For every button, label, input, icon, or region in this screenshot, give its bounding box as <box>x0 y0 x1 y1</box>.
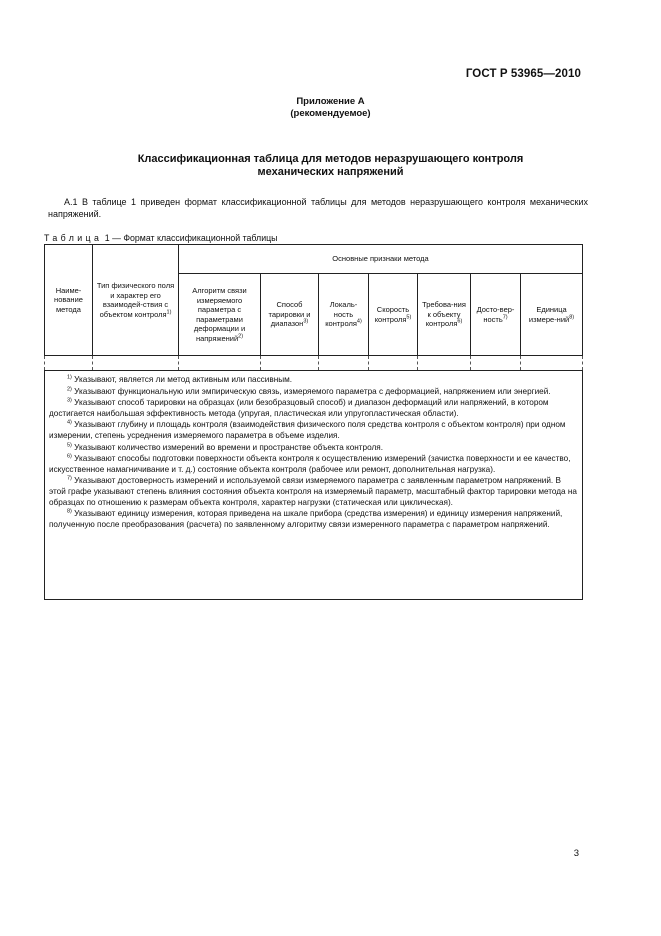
footnote: $^{3)}$ Указывают способ тарировки на образцах (или безобразцовый способ) и диапазон деформаций или напряжений, в котором достигается наибольшая эффективность метода (упругая, пластическая или упругопластическая области). <box>49 397 549 418</box>
intro-paragraph: А.1 В таблице 1 приведен формат классификационной таблицы для методов неразрушающего контроля механических напряжений. <box>48 197 588 219</box>
table-cell <box>418 356 471 371</box>
page-number: 3 <box>573 848 579 859</box>
appendix-subtitle: (рекомендуемое) <box>290 108 371 119</box>
col-header-unit: Единица измере-ний$^{8)}$ <box>521 274 583 356</box>
table-cell <box>319 356 369 371</box>
classification-table <box>44 244 583 600</box>
table-caption-prefix: Таблица <box>44 233 103 243</box>
footnotes <box>45 371 583 600</box>
table-caption <box>44 233 277 243</box>
group-header-main-features: Основные признаки метода <box>179 245 583 274</box>
table-cell <box>93 356 179 371</box>
footnote: $^{5)}$ Указывают количество измерений во времени и пространстве объекта контроля. <box>67 441 383 452</box>
footnote: $^{1)}$ Указывают, является ли метод активным или пассивным. <box>67 374 293 384</box>
col-header-method-name: Наиме-нование метода <box>45 245 93 356</box>
standard-number: ГОСТ Р 53965—2010 <box>465 68 581 80</box>
footnote: $^{2)}$ Указывают функциональную или эмпирическую связь, измеряемого параметра с деформацией, напряжением или энергией. <box>67 385 551 396</box>
section-title <box>0 153 661 179</box>
col-header-reliability: Досто-вер-ность$^{7)}$ <box>471 274 521 356</box>
section-title-line-1: Классификационная таблица для методов неразрушающего контроля <box>137 153 524 165</box>
col-header-speed: Скорость контроля$^{5)}$ <box>369 274 418 356</box>
section-title-line-2: механических напряжений <box>257 166 404 178</box>
table-cell <box>471 356 521 371</box>
footnote: $^{6)}$ Указывают способы подготовки поверхности объекта контроля к осуществлению измерений (зачистка поверхности и ее качество, искусственное намагничивание и т. д.) состояние объекта контроля (рабочее или ремонт, дополнительная нагрузка). <box>49 453 571 474</box>
col-header-locality: Локаль-ность контроля$^{4)}$ <box>319 274 369 356</box>
table-caption-rest: 1 — Формат классификационной таблицы <box>102 233 278 243</box>
footnote: $^{4)}$ Указывают глубину и площадь контроля (взаимодействия физического поля средства контроля с объектом контроля) при одном измерении, степень усреднения измеряемого параметра в объеме изделия. <box>49 419 566 440</box>
table-cell <box>369 356 418 371</box>
col-header-algorithm: Алгоритм связи измеряемого параметра с параметрами деформации и напряжений$^{2)}$ <box>179 274 261 356</box>
table-cell <box>261 356 319 371</box>
table-cell <box>521 356 583 371</box>
table-row <box>45 356 583 371</box>
footnote: $^{7)}$ Указывают достоверность измерений и используемой связи измеряемого параметра с заявленным параметром напряжений. В этой графе указывают степень влияния состояния объекта контроля на измеряемый параметр, масштабный фактор тарировки метода на образцах по отношению к размерам объекта контроля, характер нагрузки (статическая или циклическая). <box>49 475 577 507</box>
appendix-heading <box>0 96 661 120</box>
appendix-title: Приложение А <box>296 96 365 107</box>
col-header-requirements: Требова-ния к объекту контроля$^{6)}$ <box>418 274 471 356</box>
table-cell <box>45 356 93 371</box>
footnote: $^{8)}$ Указывают единицу измерения, которая приведена на шкале прибора (средства измерения) и единицу измерения напряжений, полученную после преобразования (расчета) по заявленному алгоритму связи измеренного параметра с параметром напряжений. <box>49 508 563 529</box>
table-cell <box>179 356 261 371</box>
col-header-calibration: Способ тарировки и диапазон$^{3)}$ <box>261 274 319 356</box>
col-header-field-type: Тип физического поля и характер его взаимодей-ствия с объектом контроля$^{1)}$ <box>93 245 179 356</box>
